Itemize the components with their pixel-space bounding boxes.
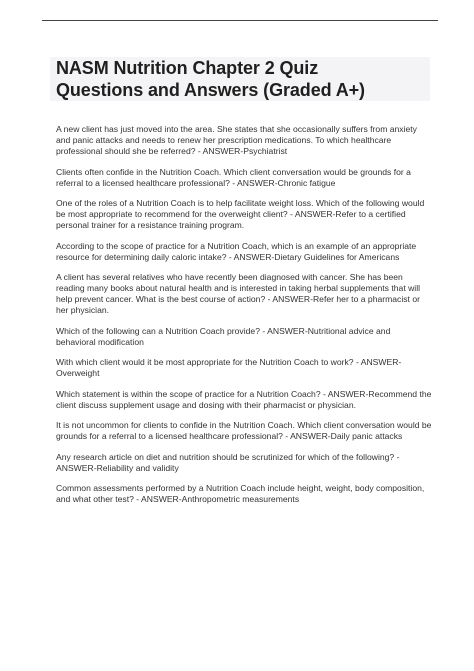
qa-item-7: With which client would it be most appropriate for the Nutrition Coach to work? - ANSWER-Overweight	[56, 357, 402, 378]
title-line-1: NASM Nutrition Chapter 2 Quiz	[56, 58, 319, 78]
qa-item-8: Which statement is within the scope of practice for a Nutrition Coach? - ANSWER-Recommend the client discuss supplement usage and dosing with their pharmacist or physician.	[56, 388, 432, 410]
title-line-2: Questions and Answers (Graded A+)	[56, 80, 365, 100]
qa-list	[56, 124, 432, 515]
qa-item-6: Which of the following can a Nutrition Coach provide? - ANSWER-Nutritional advice and behavioral modification	[56, 325, 391, 347]
qa-item-4: According to the scope of practice for a Nutrition Coach, which is an example of an appropriate resource for determining daily caloric intake? - ANSWER-Dietary Guidelines for Americans	[56, 240, 417, 262]
qa-item-10: Any research article on diet and nutrition should be scrutinized for which of the following? - ANSWER-Reliability and validity	[56, 451, 400, 473]
qa-item-9: It is not uncommon for clients to confide in the Nutrition Coach. Which client conversation would be grounds for a referral to a licensed healthcare professional? - ANSWER-Daily panic attacks	[56, 420, 432, 441]
qa-item-1: A new client has just moved into the area. She states that she occasionally suffers from anxiety and panic attacks and needs to renew her prescription medications. To which healthcare professional should she be referred? - ANSWER-Psychiatrist	[56, 124, 417, 156]
qa-item-5: A client has several relatives who have recently been diagnosed with cancer. She has been reading many books about natural health and is interested in taking herbal supplements that will help prevent cancer. What is the best course of action? - ANSWER-Refer her to a pharmacist or her physician.	[56, 272, 421, 315]
header-rule	[42, 20, 438, 21]
document-title	[56, 57, 430, 101]
qa-item-11: Common assessments performed by a Nutrition Coach include height, weight, body composition, and what other test? - ANSWER-Anthropometric measurements	[56, 483, 425, 504]
qa-item-2: Clients often confide in the Nutrition Coach. Which client conversation would be grounds for a referral to a licensed healthcare professional? - ANSWER-Chronic fatigue	[56, 166, 411, 188]
qa-item-3: One of the roles of a Nutrition Coach is to help facilitate weight loss. Which of the following would be most appropriate to recommend for the overweight client? - ANSWER-Refer to a certified personal trainer for a resistance training program.	[56, 198, 425, 230]
